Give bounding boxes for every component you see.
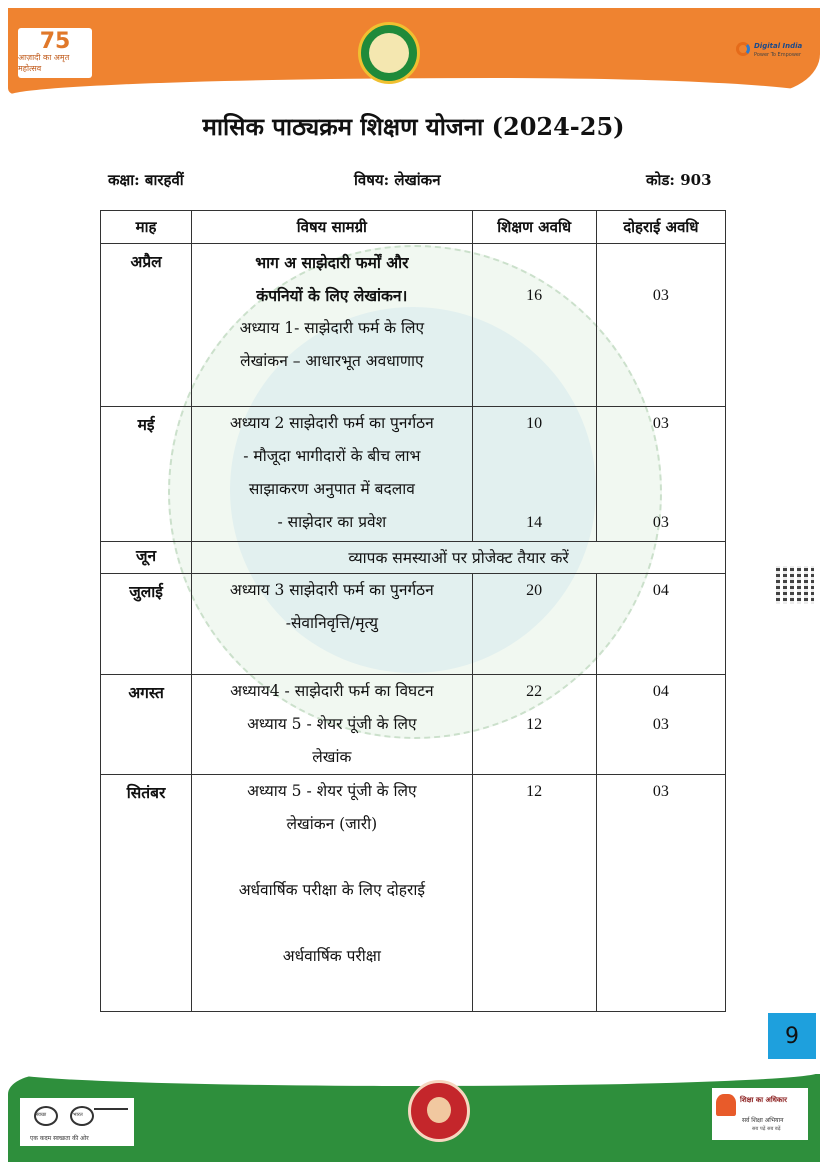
footer-wave (8, 1072, 820, 1086)
content-cell (192, 775, 472, 1012)
header-teaching-period: शिक्षण अवधि (472, 211, 596, 244)
content-line: व्यापक समस्याओं पर प्रोजेक्ट तैयार करें (348, 548, 569, 567)
glasses-arm-icon (94, 1108, 128, 1110)
header-content: विषय सामग्री (192, 211, 472, 244)
period-value: 12 (526, 783, 543, 800)
content-line: अर्धवार्षिक परीक्षा (282, 947, 381, 965)
table-row (101, 574, 726, 675)
teaching-period-cell (472, 775, 596, 1012)
content-line: लेखांकन – आधारभूत अवधाणाए (240, 352, 424, 370)
digital-india-title: Digital India (754, 42, 803, 50)
content-cell (192, 244, 472, 407)
content-line: - साझेदार का प्रवेश (277, 513, 387, 531)
revision-line (597, 246, 725, 279)
teaching-period-cell (472, 675, 596, 775)
subject-label: विषय: लेखांकन (354, 171, 441, 189)
education-board-emblem (358, 22, 420, 84)
revision-value: 04 (652, 582, 669, 599)
revision-line (597, 473, 725, 506)
revision-value: 03 (652, 287, 669, 304)
period-value: 22 (526, 683, 543, 700)
content-cell (192, 542, 726, 574)
page-number-badge: 9 (768, 1013, 816, 1059)
month-cell: अप्रैल (101, 244, 192, 407)
table-row (101, 244, 726, 407)
revision-value: 03 (652, 415, 669, 432)
rte-subtitle: सर्व शिक्षा अभियान (742, 1117, 784, 1124)
table-row (101, 675, 726, 775)
header-month: माह (101, 211, 192, 244)
month-cell: जुलाई (101, 574, 192, 675)
revision-period-cell (596, 574, 725, 675)
revision-period-cell (596, 244, 725, 407)
azadi-ka-amrit-mahotsav-logo (18, 28, 92, 78)
period-value: 16 (526, 287, 543, 304)
table-header-row (101, 211, 726, 244)
content-line: - मौजूदा भागीदारों के बीच लाभ (243, 447, 421, 465)
revision-line (597, 440, 725, 473)
revision-value: 03 (652, 514, 669, 531)
month-cell: मई (101, 407, 192, 542)
period-line (473, 440, 596, 473)
table-row (101, 542, 726, 574)
period-value: 12 (526, 716, 543, 733)
child-icon (716, 1094, 736, 1116)
content-cell (192, 407, 472, 542)
content-line: -सेवानिवृत्ति/मृत्यु (285, 614, 378, 632)
bharat-word: भारत (73, 1112, 83, 1118)
content-line (192, 907, 471, 940)
table-row (101, 775, 726, 1012)
swachh-bharat-logo (20, 1098, 134, 1146)
period-line (473, 473, 596, 506)
content-line: अध्याय 2 साझेदारी फर्म का पुनर्गठन (229, 414, 434, 432)
content-line: अध्याय4 - साझेदारी फर्म का विघटन (230, 682, 434, 700)
content-line (192, 841, 471, 874)
code-label: कोड: 903 (646, 171, 712, 189)
syllabus-table (100, 210, 726, 1012)
teaching-period-cell (472, 244, 596, 407)
rte-title: शिक्षा का अधिकार (740, 1096, 787, 1104)
page-title: मासिक पाठ्यक्रम शिक्षण योजना (2024-25) (202, 112, 625, 141)
revision-value: 03 (652, 716, 669, 733)
digital-india-logo (736, 40, 806, 66)
month-cell: अगस्त (101, 675, 192, 775)
revision-period-cell (596, 407, 725, 542)
table-row (101, 407, 726, 542)
content-line: लेखांक (312, 748, 352, 766)
content-line: अध्याय 5 - शेयर पूंजी के लिए (247, 715, 417, 733)
revision-value: 03 (652, 783, 669, 800)
period-line (473, 246, 596, 279)
swachh-word: स्वच्छ (36, 1112, 47, 1118)
month-cell: जून (101, 542, 192, 574)
content-line: लेखांकन (जारी) (286, 815, 378, 833)
qr-code-icon (776, 566, 814, 604)
content-line: साझाकरण अनुपात में बदलाव (248, 480, 415, 498)
content-line: कंपनियों के लिए लेखांकन। (256, 286, 408, 305)
content-line: भाग अ साझेदारी फर्मों और (255, 253, 409, 272)
right-to-education-logo (712, 1088, 808, 1140)
period-value: 10 (526, 415, 543, 432)
logo-label: आज़ादी का अमृत महोत्सव (18, 53, 70, 73)
period-value: 14 (526, 514, 543, 531)
content-line: अध्याय 3 साझेदारी फर्म का पुनर्गठन (229, 581, 434, 599)
content-cell (192, 574, 472, 675)
girl-face-icon (427, 1097, 451, 1123)
class-label: कक्षा: बारहवीं (108, 171, 184, 189)
revision-period-cell (596, 775, 725, 1012)
month-cell: सितंबर (101, 775, 192, 1012)
revision-period-cell (596, 675, 725, 775)
header-revision-period: दोहराई अवधि (596, 211, 725, 244)
emblem-inner (369, 33, 409, 73)
content-line: अर्धवार्षिक परीक्षा के लिए दोहराई (238, 881, 426, 899)
beti-bachao-beti-padhao-logo (408, 1080, 470, 1142)
content-line: अध्याय 1- साझेदारी फर्म के लिए (239, 319, 425, 337)
teaching-period-cell (472, 407, 596, 542)
swachh-caption: एक कदम स्वच्छता की ओर (30, 1135, 89, 1142)
header-wave (8, 78, 820, 96)
content-line: अध्याय 5 - शेयर पूंजी के लिए (247, 782, 417, 800)
logo-number: 75 (39, 29, 71, 54)
content-cell (192, 675, 472, 775)
rte-tagline: सब पढ़ें सब बढ़ें (752, 1126, 781, 1132)
revision-value: 04 (652, 683, 669, 700)
digital-india-icon (736, 42, 750, 56)
period-value: 20 (526, 582, 543, 599)
teaching-period-cell (472, 574, 596, 675)
digital-india-tagline: Power To Empower (754, 52, 802, 58)
